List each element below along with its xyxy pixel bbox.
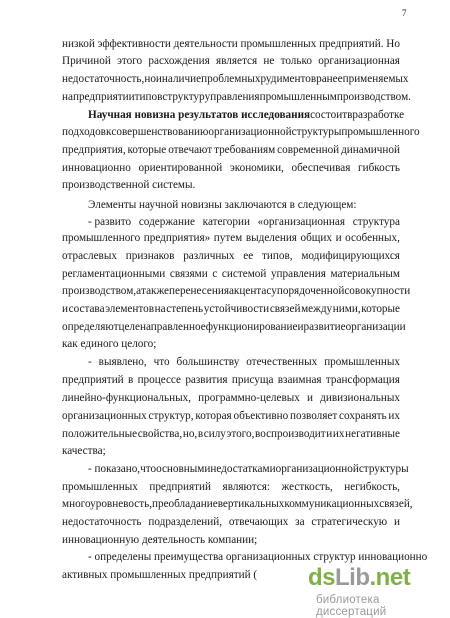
text-line — [62, 444, 106, 458]
word: регламентационными — [62, 268, 166, 280]
word: их — [332, 428, 345, 440]
word: преобладание — [152, 498, 218, 510]
word: которые — [127, 144, 167, 156]
word: негативные — [345, 428, 400, 440]
watermark-logo — [308, 564, 410, 592]
word: и — [394, 516, 400, 528]
word: связями — [169, 268, 208, 280]
word: линейно-функциональных, — [62, 392, 192, 404]
word: общих — [300, 232, 332, 244]
word: только — [280, 55, 312, 67]
text-line — [88, 198, 357, 212]
word: и — [307, 392, 314, 404]
watermark-subtitle: библиотека диссертаций — [316, 594, 387, 618]
word: структура — [352, 216, 400, 228]
word: экономики, — [229, 162, 284, 174]
text-line — [62, 427, 400, 441]
word: отвечают — [168, 144, 213, 156]
word: негибкость, — [344, 481, 400, 493]
text-line — [62, 72, 409, 86]
word: Элементы научной новизны заключаются в следующем: — [88, 199, 357, 211]
word: отраслевых — [62, 250, 117, 262]
word: ее — [243, 250, 254, 262]
word: этого — [117, 55, 143, 67]
watermark-logo-net: .net — [369, 564, 411, 591]
word: перенесения — [169, 285, 229, 297]
word: типов — [134, 91, 163, 103]
word: и — [335, 232, 342, 244]
word: является — [216, 55, 258, 67]
watermark — [308, 564, 450, 618]
word: процессе — [137, 374, 182, 386]
word: функционирование — [205, 321, 298, 333]
text-line — [62, 568, 257, 582]
word: в — [127, 374, 134, 386]
word: силу — [203, 428, 226, 440]
word: их — [388, 410, 400, 422]
word: совершенствованию — [111, 126, 209, 138]
text-line — [62, 409, 400, 423]
word: основными — [156, 463, 211, 475]
word: выделения — [245, 232, 297, 244]
word: Научная новизна результатов исследования — [88, 109, 311, 121]
text-line — [62, 515, 400, 529]
text-line — [62, 249, 400, 263]
word: проблемных — [201, 73, 261, 85]
word: акцента — [228, 285, 267, 297]
word: позволяет — [290, 410, 338, 422]
text-line — [62, 231, 400, 245]
word: недостатками — [210, 463, 276, 475]
word: между — [301, 303, 333, 315]
word: - развито — [88, 216, 132, 228]
word: материальным — [330, 268, 400, 280]
word: управления — [204, 91, 260, 103]
word: недостаточность — [62, 516, 142, 528]
word: ориентированной — [138, 162, 223, 174]
word: многоуровневость, — [62, 498, 152, 510]
text-line — [62, 373, 400, 387]
text-line — [62, 90, 411, 104]
word: на — [154, 303, 166, 315]
word: с — [212, 268, 218, 280]
watermark-logo-ds: ds — [308, 564, 336, 591]
word: - — [88, 356, 92, 368]
word: определяют — [62, 321, 119, 333]
word: структур — [162, 91, 205, 103]
word: совокупности — [344, 285, 411, 297]
text-line — [88, 215, 400, 229]
text-line — [62, 125, 420, 139]
word: программно-целевых — [198, 392, 300, 404]
word: структуры — [358, 463, 409, 475]
word: но, — [182, 428, 198, 440]
word: промышленных — [324, 356, 400, 368]
word: организационной — [275, 463, 359, 475]
word: обеспечивая — [291, 162, 351, 174]
word: структур, — [148, 410, 194, 422]
word: жесткость, — [281, 481, 333, 493]
word: разработке — [352, 109, 405, 121]
word: содержание — [138, 216, 195, 228]
word: Но — [386, 38, 400, 50]
text-line — [62, 54, 400, 68]
word: промышленного — [341, 126, 420, 138]
word: - определены преимущества организационных структур инновационно — [88, 551, 428, 563]
word: являются: — [222, 481, 271, 493]
word: предприятий. — [319, 38, 384, 50]
word: недостаточность, — [62, 73, 145, 85]
word: развитие — [303, 321, 346, 333]
word: модифицирующихся — [301, 250, 400, 262]
word: особенных, — [345, 232, 400, 244]
word: что — [153, 356, 170, 368]
word: промышленным — [259, 91, 337, 103]
word: этого, — [226, 428, 255, 440]
text-line — [62, 284, 411, 298]
word: управления — [270, 268, 326, 280]
word: которая — [195, 410, 232, 422]
word: активных промышленных предприятий ( — [62, 569, 258, 581]
word: на — [62, 91, 73, 103]
word: взаимная — [277, 374, 322, 386]
word: инновационно — [62, 162, 131, 174]
word: системой — [221, 268, 267, 280]
text-line — [62, 320, 406, 334]
word: состава — [68, 303, 105, 315]
text-line — [88, 355, 400, 369]
word: и — [297, 321, 304, 333]
word: деятельности — [173, 38, 238, 50]
word: предприятий — [149, 481, 212, 493]
word: воспроизводит — [255, 428, 326, 440]
word: предприятия» — [143, 232, 211, 244]
text-line — [62, 161, 400, 175]
word: большинству — [176, 356, 240, 368]
word: отечественных — [246, 356, 318, 368]
word: организации — [345, 321, 406, 333]
watermark-logo-lib: Lib — [335, 564, 370, 591]
word: инновационную деятельность компании; — [62, 534, 258, 546]
word: Причиной — [62, 55, 111, 67]
word: организационной — [208, 126, 292, 138]
word: упорядоченной — [271, 285, 345, 297]
word: применяемых — [342, 73, 409, 85]
word: свойства, — [137, 428, 183, 440]
word: сохранять — [339, 410, 387, 422]
word: целенаправленное — [118, 321, 206, 333]
word: вертикальных — [217, 498, 285, 510]
word: отвечающих — [228, 516, 289, 528]
word: предприятии — [72, 91, 135, 103]
word: а — [136, 285, 142, 297]
word: устойчивости — [203, 303, 270, 315]
text-line — [62, 143, 400, 157]
text-line — [88, 462, 409, 476]
text-line — [62, 267, 400, 281]
word: производственной системы. — [62, 179, 196, 191]
word: также — [141, 285, 170, 297]
word: степень — [166, 303, 204, 315]
word: низкой — [62, 38, 95, 50]
text-line — [62, 178, 195, 192]
word: с — [266, 285, 272, 297]
word: подходов — [62, 126, 106, 138]
word: которые — [361, 303, 400, 315]
word: связей — [269, 303, 301, 315]
word: ними, — [332, 303, 361, 315]
word: гибкость — [358, 162, 400, 174]
word: состоит — [310, 109, 348, 121]
word: категории — [202, 216, 250, 228]
word: динамичной — [341, 144, 400, 156]
text-line — [62, 37, 400, 51]
word: выявлено, — [98, 356, 147, 368]
word: «организационная — [257, 216, 346, 228]
text-line — [62, 391, 400, 405]
word: путем — [213, 232, 243, 244]
word: подразделений, — [148, 516, 223, 528]
word: промышленного — [62, 232, 141, 244]
word: дивизиональных — [320, 392, 400, 404]
word: структуры — [291, 126, 342, 138]
word: и — [326, 428, 333, 440]
page-number: 7 — [402, 8, 407, 18]
word: что — [140, 463, 157, 475]
word: качества; — [62, 445, 106, 457]
word: производством. — [336, 91, 411, 103]
text-line — [62, 533, 257, 547]
word: за — [295, 516, 305, 528]
word: и — [62, 303, 68, 315]
word: не — [263, 55, 275, 67]
word: предприятий — [62, 374, 124, 386]
word: коммуникационных — [284, 498, 380, 510]
word: признаков — [125, 250, 175, 262]
word: организационная — [318, 55, 400, 67]
word: промышленных — [240, 38, 317, 50]
word: промышленных — [62, 481, 138, 493]
word: трансформация — [325, 374, 400, 386]
word: различных — [183, 250, 235, 262]
word: и — [155, 73, 162, 85]
text-line — [62, 302, 400, 316]
text-line — [88, 108, 405, 122]
word: типов, — [261, 250, 293, 262]
word: - показано, — [88, 463, 141, 475]
word: предприятия, — [62, 144, 126, 156]
word: как единого целого; — [62, 338, 157, 350]
word: эффективности — [97, 38, 171, 50]
word: организационных — [62, 410, 147, 422]
word: положительные — [62, 428, 138, 440]
word: присуща — [231, 374, 274, 386]
word: современной — [277, 144, 340, 156]
word: элементов — [105, 303, 154, 315]
text-line — [62, 337, 156, 351]
word: производством, — [62, 285, 137, 297]
text-line — [62, 480, 400, 494]
word: связей, — [379, 498, 413, 510]
word: в — [197, 428, 204, 440]
word: стратегическую — [311, 516, 388, 528]
word: наличие — [161, 73, 202, 85]
word: ранее — [316, 73, 343, 85]
word: объективно — [233, 410, 289, 422]
word: требованиям — [214, 144, 276, 156]
word: расхождения — [148, 55, 210, 67]
word: рудиментов — [260, 73, 317, 85]
word: к — [105, 126, 112, 138]
word: развития — [185, 374, 228, 386]
text-line — [88, 550, 427, 564]
word: но — [144, 73, 156, 85]
text-line — [62, 497, 413, 511]
word: в — [347, 109, 353, 121]
